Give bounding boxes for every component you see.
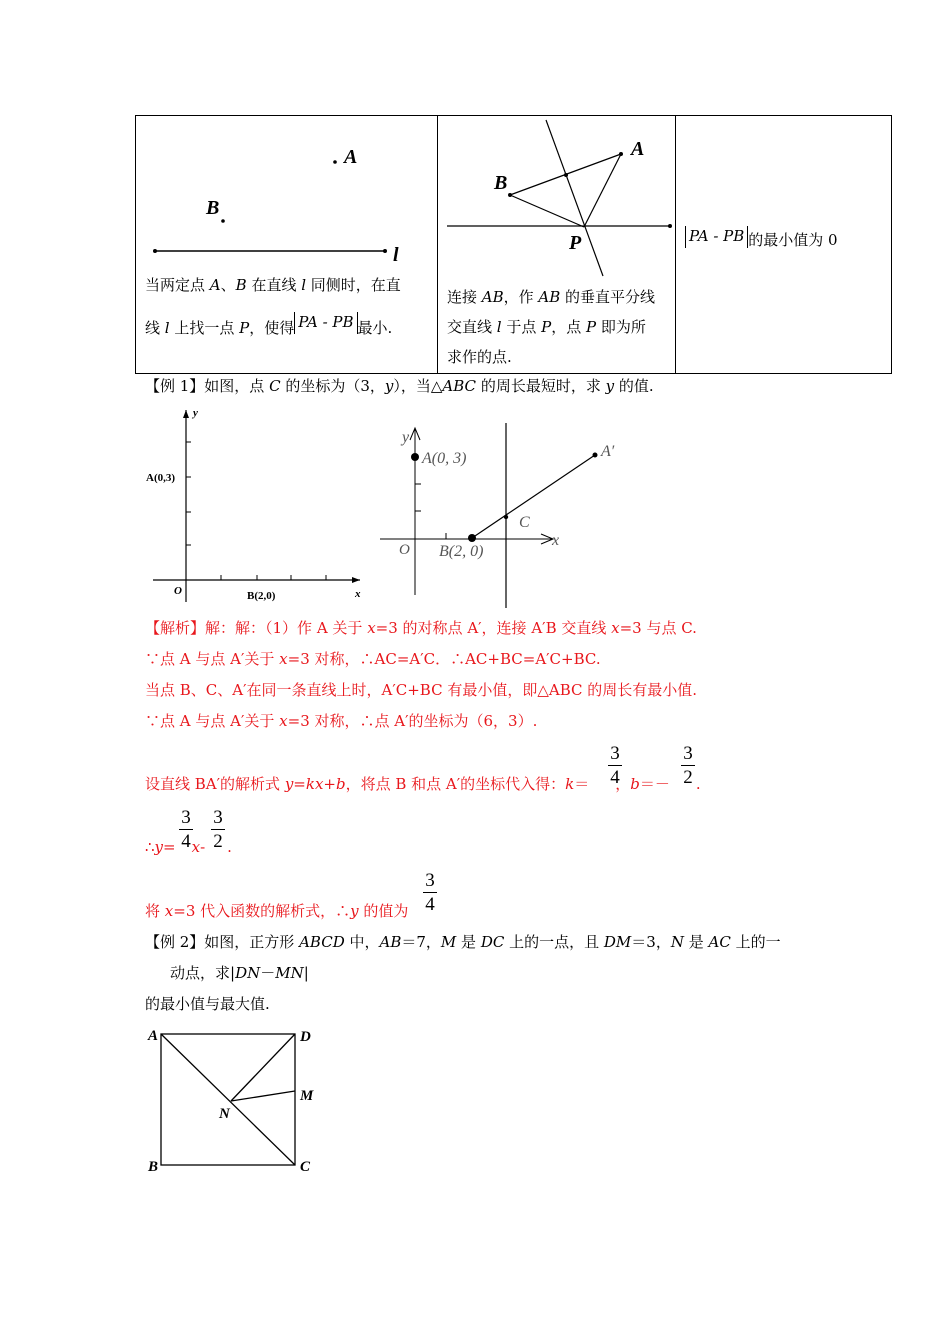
coordinate-graph-2 (375, 420, 615, 610)
fraction-b: 3 2 (681, 744, 695, 787)
axis-y-label: y (193, 407, 198, 419)
label-a: A (344, 146, 358, 168)
diagonal-ac (161, 1034, 295, 1165)
segment-pa (584, 154, 621, 227)
origin-label: O (174, 585, 182, 597)
abs-value-expression: PA - PB (685, 226, 748, 248)
point-a-label: A(0,3) (146, 472, 176, 484)
table-cell-method (438, 116, 676, 374)
example-1-question: 【例 1】如图，点 C 的坐标为（3，y），当△ABC 的周长最短时，求 y 的值. (145, 377, 654, 395)
axis-x-label: x (355, 588, 361, 600)
point-a-prime-label: A′ (601, 443, 615, 460)
point-a-dot (333, 160, 337, 164)
solution-line-7: 将 x=3 代入函数的解析式，∴y 的值为 (145, 902, 409, 920)
origin-label: O (399, 542, 410, 558)
point-b-label: B(2, 0) (439, 543, 484, 560)
label-a: A (148, 1028, 159, 1044)
solution-line-6: ∴y= x- . (145, 838, 232, 856)
point-b-dot (221, 219, 225, 223)
label-b: B (148, 1159, 159, 1175)
problem-line-2: 线 l 上找一点 P，使得 PA - PB 最小. (145, 313, 393, 337)
solution-line-4: ∵点 A 与点 A′关于 x=3 对称，∴点 A′的坐标为（6，3）. (145, 712, 538, 730)
example-2-line-3: 的最小值与最大值. (145, 995, 270, 1013)
square-figure (140, 1020, 330, 1180)
segment-dn (231, 1034, 295, 1101)
solution-line-2: ∵点 A 与点 A′关于 x=3 对称，∴AC=A′C．∴AC+BC=A′C+BC. (145, 650, 601, 668)
comparison-table (135, 115, 892, 374)
solution-line-3: 当点 B、C、A′在同一条直线上时，A′C+BC 有最小值，即△ABC 的周长有最小值. (145, 681, 698, 699)
point-c-label: C (519, 514, 530, 531)
coordinate-graph-1 (140, 402, 370, 607)
segment-mn (231, 1091, 295, 1101)
label-p: P (569, 232, 582, 254)
label-d: D (300, 1029, 311, 1045)
fraction-answer: 3 4 (423, 871, 437, 914)
segment-pb (510, 195, 584, 227)
example-2-line-2: 动点，求|DN－MN| (170, 964, 309, 982)
conclusion-text: PA - PB 的最小值为 0 (685, 230, 838, 252)
axis-y-label: y (402, 429, 410, 446)
abs-value-expression: PA - PB (294, 312, 357, 334)
label-b: B (494, 172, 508, 194)
point-b-label: B(2,0) (247, 590, 276, 602)
method-line-1: 连接 AB，作 AB 的垂直平分线 (447, 288, 656, 306)
table-cell-conclusion (676, 116, 892, 374)
segment-ba-prime (472, 455, 595, 538)
fraction-slope: 3 4 (179, 808, 193, 851)
perpendicular-bisector-figure (438, 116, 676, 281)
label-m: M (300, 1088, 314, 1104)
fraction-intercept: 3 2 (211, 808, 225, 851)
solution-line-1: 【解析】解：解：（1）作 A 关于 x=3 的对称点 A′，连接 A′B 交直线 x=3 与点 C. (145, 619, 697, 637)
same-side-figure (136, 116, 436, 266)
method-line-3: 求作的点. (447, 348, 512, 366)
example-2-line-1: 【例 2】如图，正方形 ABCD 中，AB＝7，M 是 DC 上的一点，且 DM＝3，N 是 AC 上的一 (145, 933, 781, 951)
label-a: A (631, 138, 645, 160)
axis-x-label: x (552, 532, 560, 549)
label-n: N (219, 1106, 230, 1122)
solution-line-5: 设直线 BA′的解析式 y=kx+b，将点 B 和点 A′的坐标代入得：k＝ ，b＝－ . (145, 775, 701, 793)
table-cell-problem (136, 116, 438, 374)
fraction-k: 3 4 (608, 744, 622, 787)
label-c: C (300, 1159, 311, 1175)
method-line-2: 交直线 l 于点 P，点 P 即为所 (447, 318, 646, 336)
label-b: B (206, 197, 220, 219)
label-l: l (393, 244, 399, 266)
point-a-label: A(0, 3) (422, 450, 467, 467)
problem-line-1: 当两定点 A、B 在直线 l 同侧时，在直 (145, 276, 401, 294)
